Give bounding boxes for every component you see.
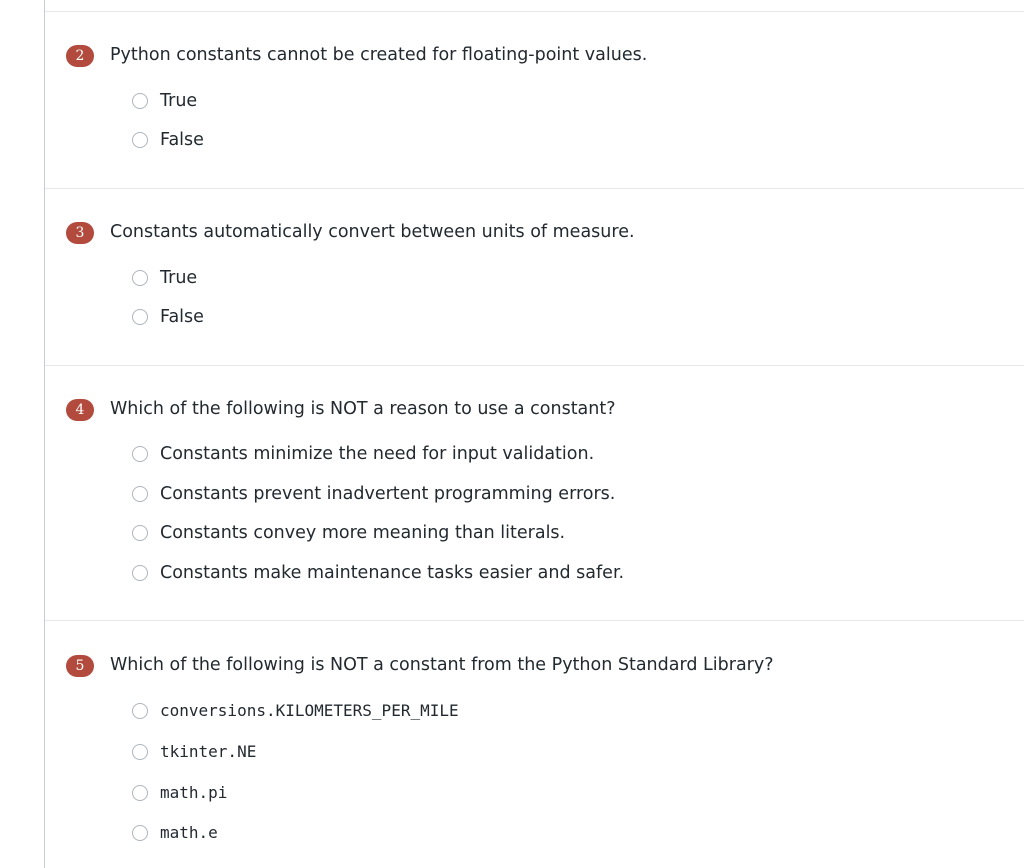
radio-button[interactable] [132,565,148,581]
radio-button[interactable] [132,525,148,541]
answer-label: math.e [160,823,218,842]
question-number-badge: 2 [66,45,94,67]
question-divider [45,620,1024,621]
answer-label: Constants prevent inadvertent programming errors. [160,484,616,504]
radio-button[interactable] [132,446,148,462]
radio-button[interactable] [132,132,148,148]
answer-option-false[interactable] [132,129,204,151]
answer-label: conversions.KILOMETERS_PER_MILE [160,701,459,720]
question-text: Which of the following is NOT a constant from the Python Standard Library? [110,655,774,675]
question-number-badge: 5 [66,655,94,677]
answer-option-true[interactable] [132,267,197,289]
answer-option[interactable] [132,741,256,763]
question-number-badge: 4 [66,399,94,421]
answer-option[interactable] [132,822,218,844]
answer-label: math.pi [160,783,228,802]
answer-option[interactable] [132,483,615,505]
answer-label: True [160,91,198,111]
answer-label: False [160,307,204,327]
radio-button[interactable] [132,703,148,719]
answer-option[interactable] [132,562,624,584]
answer-label: tkinter.NE [160,742,257,761]
question-divider [45,188,1024,189]
radio-button[interactable] [132,744,148,760]
radio-button[interactable] [132,486,148,502]
question-text: Which of the following is NOT a reason to use a constant? [110,399,616,419]
question-divider [45,11,1024,12]
answer-option[interactable] [132,443,594,465]
radio-button[interactable] [132,825,148,841]
question-text: Constants automatically convert between units of measure. [110,222,635,242]
answer-option[interactable] [132,522,565,544]
answer-label: True [160,268,198,288]
answer-label: False [160,130,204,150]
question-number-badge: 3 [66,222,94,244]
question-divider [45,365,1024,366]
answer-label: Constants minimize the need for input validation. [160,444,595,464]
answer-label: Constants make maintenance tasks easier and safer. [160,563,625,583]
radio-button[interactable] [132,785,148,801]
answer-option[interactable] [132,700,459,722]
question-text: Python constants cannot be created for floating-point values. [110,45,648,65]
radio-button[interactable] [132,270,148,286]
answer-label: Constants convey more meaning than literals. [160,523,566,543]
answer-option[interactable] [132,782,227,804]
answer-option-false[interactable] [132,306,204,328]
answer-option-true[interactable] [132,90,197,112]
radio-button[interactable] [132,93,148,109]
left-border [44,0,45,868]
radio-button[interactable] [132,309,148,325]
